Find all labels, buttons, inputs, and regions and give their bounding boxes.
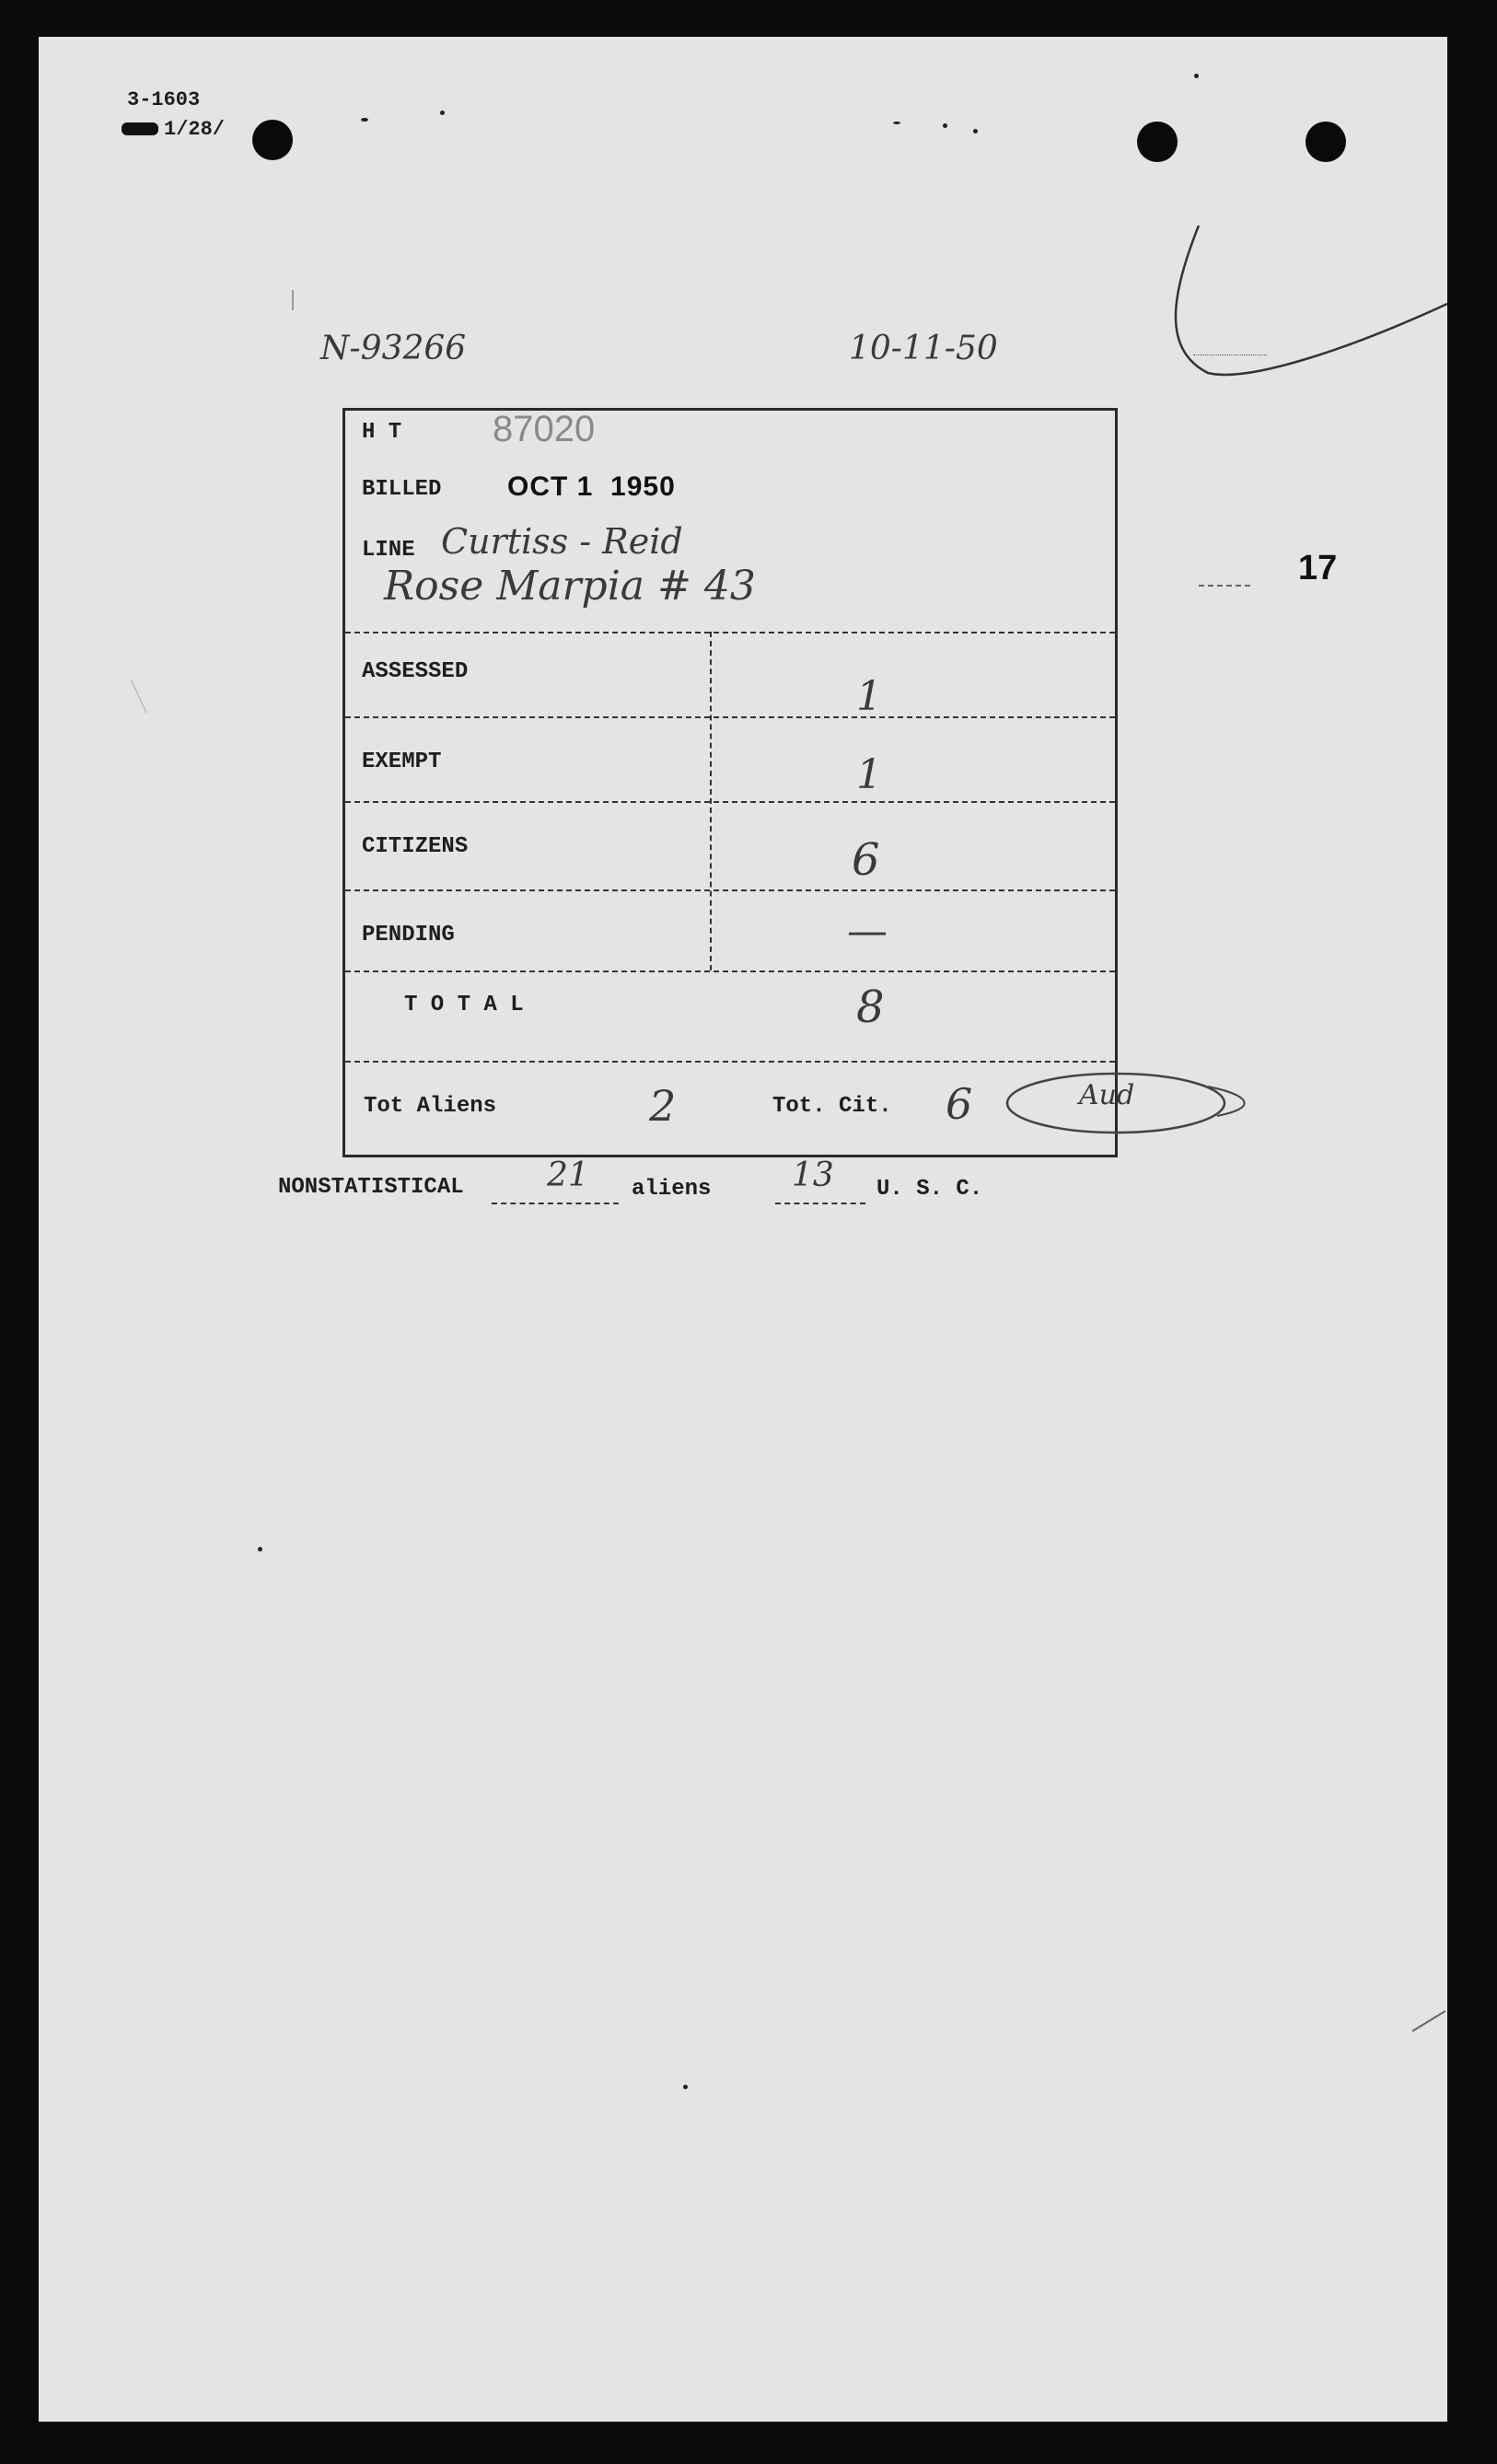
punch-hole-right <box>1306 122 1346 162</box>
exempt-value: 1 <box>856 751 882 798</box>
nonstat-aliens-value: 21 <box>547 1156 589 1194</box>
tot-aliens-label: Tot Aliens <box>364 1094 497 1119</box>
total-value: 8 <box>856 982 885 1033</box>
nonstatistical-label: NONSTATISTICAL <box>278 1175 464 1200</box>
date-written: 10-11-50 <box>849 330 998 367</box>
faint-line <box>1193 354 1267 355</box>
speck <box>683 2085 688 2089</box>
assessed-value: 1 <box>856 673 882 720</box>
speck <box>893 122 900 124</box>
tot-cit-label: Tot. Cit. <box>772 1094 892 1119</box>
ink-blot-icon <box>122 122 158 135</box>
pending-value: — <box>847 908 888 955</box>
citizens-label: CITIZENS <box>362 834 469 859</box>
line-label: LINE <box>362 538 415 563</box>
billed-date-stamp: OCT 1 1950 <box>507 471 676 502</box>
audit-initials: Aud <box>1079 1079 1135 1111</box>
document-page <box>39 37 1447 2422</box>
divider <box>345 716 1115 718</box>
aliens-label: aliens <box>632 1177 712 1202</box>
assessed-label: ASSESSED <box>362 659 469 684</box>
punch-hole-middle <box>1137 122 1178 162</box>
page-number-leader <box>1199 585 1250 587</box>
speck <box>1194 74 1199 78</box>
pending-label: PENDING <box>362 923 455 947</box>
tally-form <box>342 408 1118 1157</box>
check-mark-icon <box>1153 184 1456 405</box>
vessel-value: Rose Marpia # 43 <box>384 563 756 610</box>
punch-hole-left <box>252 120 293 160</box>
speck <box>943 123 947 128</box>
citizens-value: 6 <box>852 834 880 886</box>
tot-cit-value: 6 <box>946 1079 973 1129</box>
divider <box>345 632 1115 633</box>
usc-underline <box>775 1203 865 1204</box>
tot-aliens-value: 2 <box>649 1081 677 1131</box>
page-number: 17 <box>1298 549 1338 587</box>
speck <box>258 1547 262 1552</box>
usc-label: U. S. C. <box>876 1177 983 1202</box>
speck <box>973 129 978 134</box>
ht-value: 87020 <box>493 409 596 449</box>
form-revision <box>122 118 225 141</box>
faint-mark <box>131 677 152 713</box>
divider <box>345 801 1115 803</box>
ht-label: H T <box>362 420 402 445</box>
divider <box>345 970 1115 972</box>
divider <box>345 889 1115 891</box>
exempt-label: EXEMPT <box>362 750 442 774</box>
total-label: T O T A L <box>404 993 524 1017</box>
nonstat-usc-value: 13 <box>792 1156 834 1194</box>
aliens-underline <box>492 1203 619 1204</box>
speck <box>440 110 445 115</box>
form-number: 3-1603 <box>127 88 201 111</box>
file-number: N-93266 <box>320 330 467 367</box>
form-revision-text: 1/28/ <box>164 118 226 141</box>
column-divider <box>710 632 712 970</box>
stray-mark <box>1410 2007 1447 2035</box>
speck <box>361 118 368 122</box>
line-value: Curtiss - Reid <box>441 521 683 562</box>
billed-label: BILLED <box>362 477 442 502</box>
faint-mark <box>292 290 294 310</box>
